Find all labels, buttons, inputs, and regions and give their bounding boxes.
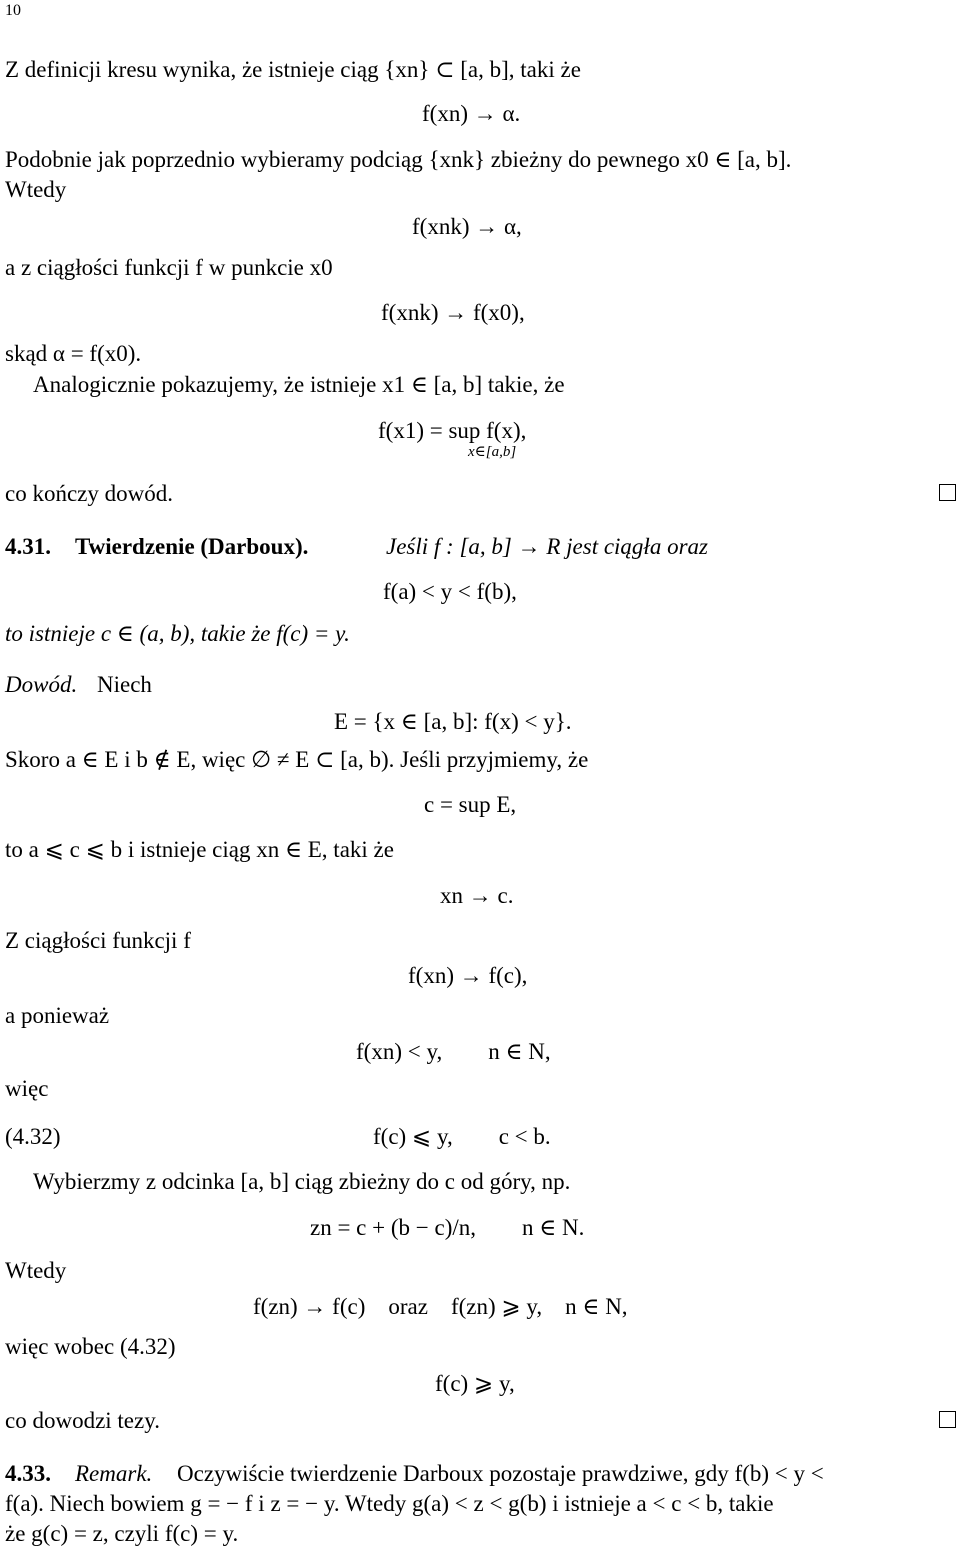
proof2-equation-lt: f(xn) < y, n ∈ N,	[356, 1039, 551, 1064]
proof2-equation-final: f(c) ⩾ y,	[435, 1371, 515, 1396]
proof2-line-8: Wtedy	[5, 1258, 67, 1283]
qed-square-icon	[939, 1411, 956, 1428]
proof1-paragraph-3: Wtedy	[5, 177, 67, 202]
proof2-line-5: a ponieważ	[5, 1003, 110, 1028]
theorem-statement-1: Jeśli f : [a, b] → R jest ciągła oraz	[386, 534, 708, 559]
proof2-equation-4-32: f(c) ⩽ y, c < b.	[373, 1124, 551, 1149]
remark-number: 4.33.	[5, 1461, 51, 1486]
proof2-equation-zn: zn = c + (b − c)/n, n ∈ N.	[310, 1215, 585, 1240]
proof1-paragraph-2: Podobnie jak poprzednio wybieramy podciąg {xnk} zbieżny do pewnego x0 ∈ [a, b].	[5, 147, 792, 172]
proof1-equation-4: f(x1) = sup f(x),	[378, 418, 527, 443]
theorem-equation: f(a) < y < f(b),	[383, 579, 517, 604]
remark-line-3: że g(c) = z, czyli f(c) = y.	[5, 1521, 239, 1546]
proof2-line-6: więc	[5, 1076, 49, 1101]
proof1-equation-3: f(xnk) → f(x0),	[381, 300, 525, 325]
proof2-equation-E: E = {x ∈ [a, b]: f(x) < y}.	[334, 709, 572, 734]
proof2-equation-xn: xn → c.	[440, 883, 514, 908]
remark-line-1: Oczywiście twierdzenie Darboux pozostaje prawdziwe, gdy f(b) < y <	[177, 1461, 824, 1486]
remark-line-2: f(a). Niech bowiem g = − f i z = − y. Wtedy g(a) < z < g(b) i istnieje a < c < b, takie	[5, 1491, 774, 1516]
proof2-line-1: Niech	[97, 672, 152, 697]
proof2-equation-fz: f(zn) → f(c) oraz f(zn) ⩾ y, n ∈ N,	[253, 1294, 628, 1319]
proof2-line-2: Skoro a ∈ E i b ∉ E, więc ∅ ≠ E ⊂ [a, b). Jeśli przyjmiemy, że	[5, 747, 589, 772]
proof-label: Dowód.	[5, 672, 78, 697]
proof1-equation-2: f(xnk) → α,	[412, 214, 522, 239]
proof2-line-9: więc wobec (4.32)	[5, 1334, 176, 1359]
qed-square-icon	[939, 484, 956, 501]
page-number: 10	[5, 2, 21, 19]
proof1-paragraph-6: Analogicznie pokazujemy, że istnieje x1 ∈ [a, b] takie, że	[33, 372, 565, 397]
proof1-paragraph-1: Z definicji kresu wynika, że istnieje ciąg {xn} ⊂ [a, b], taki że	[5, 57, 581, 82]
proof1-paragraph-7: co kończy dowód.	[5, 481, 173, 506]
proof2-equation-c: c = sup E,	[424, 792, 517, 817]
proof1-equation-1: f(xn) → α.	[422, 101, 521, 126]
proof1-paragraph-5: skąd α = f(x0).	[5, 341, 142, 366]
theorem-number: 4.31.	[5, 534, 51, 559]
proof1-equation-4-subscript: x∈[a,b]	[468, 444, 517, 460]
proof1-paragraph-4: a z ciągłości funkcji f w punkcie x0	[5, 255, 333, 280]
equation-label-4-32: (4.32)	[5, 1124, 61, 1149]
proof2-line-3: to a ⩽ c ⩽ b i istnieje ciąg xn ∈ E, taki że	[5, 837, 394, 862]
theorem-title: Twierdzenie (Darboux).	[75, 534, 309, 559]
proof2-equation-fx: f(xn) → f(c),	[408, 963, 528, 988]
remark-title: Remark.	[75, 1461, 153, 1486]
proof2-line-4: Z ciągłości funkcji f	[5, 928, 191, 953]
proof2-line-10: co dowodzi tezy.	[5, 1408, 160, 1433]
proof2-line-7: Wybierzmy z odcinka [a, b] ciąg zbieżny do c od góry, np.	[33, 1169, 571, 1194]
theorem-statement-2: to istnieje c ∈ (a, b), takie że f(c) = y.	[5, 621, 350, 646]
